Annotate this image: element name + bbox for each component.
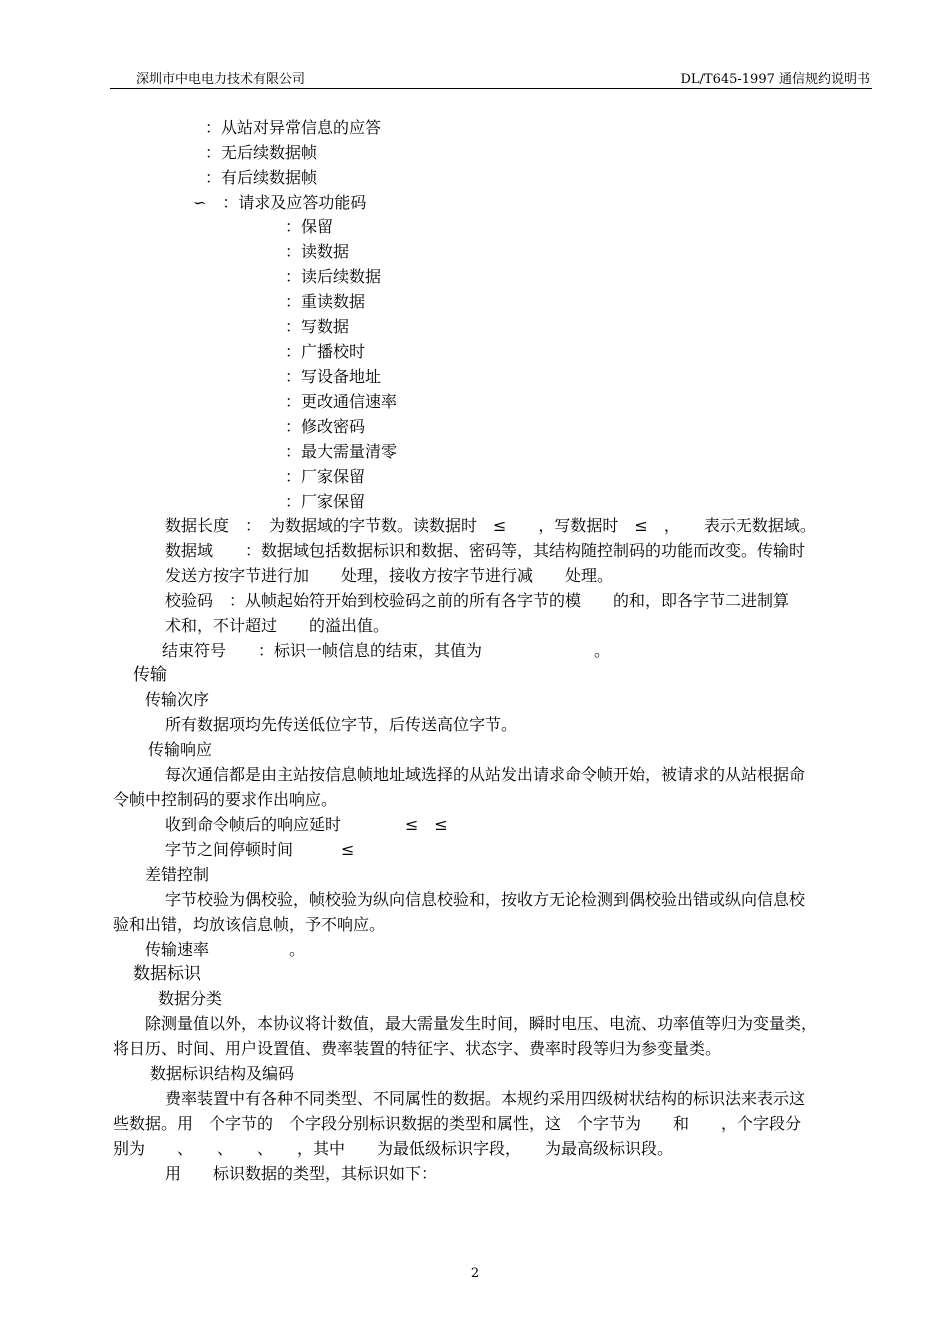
data-type-intro: 用 标识数据的类型，其标识如下：: [165, 1164, 438, 1183]
classification-text-cont: 将日历、时间、用户设置值、费率装置的特征字、状态字、费率时段等归为参变量类。: [113, 1039, 722, 1058]
function-code-item: ：保留: [285, 217, 334, 236]
page-number: 2: [470, 1266, 480, 1281]
response-text-cont: 令帧中控制码的要求作出响应。: [113, 790, 338, 809]
subsection-data-classification: 数据分类: [158, 989, 223, 1008]
header-company: 深圳市中电电力技术有限公司: [136, 72, 306, 87]
function-code-item: ：修改密码: [285, 417, 366, 436]
data-field-line: 数据域 ：数据域包括数据标识和数据、密码等，其结构随控制码的功能而改变。传输时: [165, 541, 806, 560]
subsection-identification-structure: 数据标识结构及编码: [150, 1064, 295, 1083]
function-code-heading: ∽ ：请求及应答功能码: [193, 193, 367, 212]
error-control-text-cont: 验和出错，均放该信息帧，予不响应。: [113, 915, 386, 934]
subsection-transmission-response: 传输响应: [148, 740, 213, 759]
header-rule: [110, 88, 872, 89]
no-followup-frame: ：无后续数据帧: [205, 143, 318, 162]
checksum-line-cont: 术和，不计超过 的溢出值。: [165, 616, 390, 635]
function-code-item: ：读数据: [285, 242, 350, 261]
response-delay-line: 收到命令帧后的响应延时 ≤ ≤: [165, 815, 448, 834]
function-code-item: ：写设备地址: [285, 367, 382, 386]
function-code-item: ：重读数据: [285, 292, 366, 311]
section-data-identification: 数据标识: [133, 964, 201, 984]
data-length-line: 数据长度 ： 为数据域的字节数。读数据时 ≤ ，写数据时 ≤ ， 表示无数据域。: [165, 516, 816, 535]
classification-text: 除测量值以外，本协议将计数值，最大需量发生时间，瞬时电压、电流、功率值等归为变量类，: [145, 1014, 818, 1033]
structure-text: 费率装置中有各种不同类型、不同属性的数据。本规约采用四级树状结构的标识法来表示这: [165, 1089, 806, 1108]
function-code-item: ：最大需量清零: [285, 442, 398, 461]
checksum-line: 校验码 ：从帧起始符开始到校验码之前的所有各字节的模 的和，即各字节二进制算: [165, 591, 790, 610]
function-code-item: ：写数据: [285, 317, 350, 336]
function-code-item: ：广播校时: [285, 342, 366, 361]
has-followup-frame: ：有后续数据帧: [205, 168, 318, 187]
error-control-text: 字节校验为偶校验，帧校验为纵向信息校验和，按收方无论检测到偶校验出错或纵向信息校: [165, 890, 806, 909]
transmission-order-text: 所有数据项均先传送低位字节，后传送高位字节。: [165, 715, 518, 734]
data-field-line-cont: 发送方按字节进行加 处理，接收方按字节进行减 处理。: [165, 566, 614, 585]
structure-text-cont: 些数据。用 个字节的 个字段分别标识数据的类型和属性，这 个字节为 和 ，个字段分: [113, 1114, 802, 1133]
function-code-item: ：厂家保留: [285, 467, 366, 486]
function-code-item: ：读后续数据: [285, 267, 382, 286]
response-abnormal: ：从站对异常信息的应答: [205, 118, 382, 137]
byte-pause-line: 字节之间停顿时间 ≤: [165, 840, 355, 859]
subsection-transmission-order: 传输次序: [145, 690, 210, 709]
function-code-item: ：厂家保留: [285, 492, 366, 511]
function-code-item: ：更改通信速率: [285, 392, 398, 411]
end-symbol-line: 结束符号 ：标识一帧信息的结束，其值为 。: [162, 641, 611, 660]
header-doc-title: DL/T645-1997 通信规约说明书: [680, 72, 870, 87]
subsection-error-control: 差错控制: [145, 865, 210, 884]
subsection-baud-rate: 传输速率 。: [145, 940, 306, 959]
response-text: 每次通信都是由主站按信息帧地址域选择的从站发出请求命令帧开始，被请求的从站根据命: [165, 765, 806, 784]
section-transmission: 传输: [133, 665, 167, 685]
structure-text-cont2: 别为 、 、 、 ，其中 为最低级标识字段， 为最高级标识段。: [113, 1139, 674, 1158]
